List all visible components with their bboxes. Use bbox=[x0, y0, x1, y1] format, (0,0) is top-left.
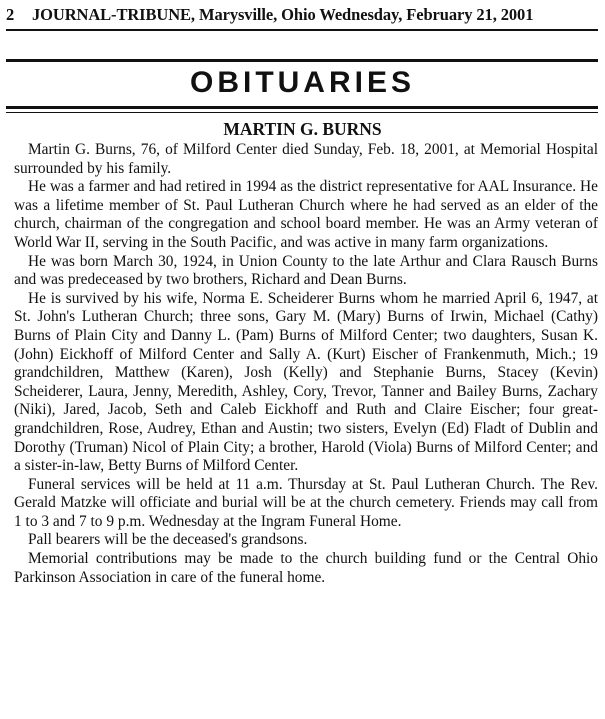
obituary-name: MARTIN G. BURNS bbox=[223, 119, 382, 139]
section-rule-bottom bbox=[6, 106, 598, 109]
section-heading: OBITUARIES bbox=[189, 66, 415, 99]
masthead bbox=[6, 4, 598, 26]
obituary-paragraph-services: Funeral services will be held at 11 a.m. Thursday at St. Paul Lutheran Church. The Rev. Gerald Matzke will officiate and burial will be at the church cemetery. Friends may call from 1 to 3 and 7 to 9 p.m. Wednesday at the Ingram Funeral Home. bbox=[14, 475, 598, 530]
masthead-rule bbox=[6, 29, 598, 31]
obituary-paragraph-memorial: Memorial contributions may be made to the church building fund or the Central Ohio Parkinson Association in care of the funeral home. bbox=[14, 550, 598, 586]
obituary-paragraph-pallbearers: Pall bearers will be the deceased's grandsons. bbox=[28, 531, 308, 549]
masthead-title: JOURNAL-TRIBUNE, Marysville, Ohio Wednesday, February 21, 2001 bbox=[32, 5, 534, 24]
section-rule-thin bbox=[6, 112, 598, 113]
obituary-body bbox=[14, 141, 598, 587]
section-rule-top bbox=[6, 59, 598, 62]
obituary-paragraph-career: He was a farmer and had retired in 1994 as the district representative for AAL Insurance. He was a lifetime member of St. Paul Lutheran Church where he had served as an elder of the church, chairman of the congregation and school board member. He was an Army veteran of World War II, serving in the South Pacific, and was active in many farm organizations. bbox=[14, 178, 598, 251]
obituary-paragraph-death: Martin G. Burns, 76, of Milford Center died Sunday, Feb. 18, 2001, at Memorial Hospital surrounded by his family. bbox=[14, 141, 598, 177]
obituary-paragraph-survivors: He is survived by his wife, Norma E. Scheiderer Burns whom he married April 6, 1947, at St. John's Lutheran Church; three sons, Gary M. (Mary) Burns of Irwin, Michael (Cathy) Burns of Plain City and Danny L. (Pam) Burns of Milford Center; two daughters, Susan K. (John) Eickhoff of Milford Center and Sally A. (Kurt) Eischer of Frankenmuth, Mich.; 19 grandchildren, Matthew (Karen), Josh (Kelly) and Stephanie Burns, Stacey (Kevin) Scheiderer, Laura, Jenny, Meredith, Ashley, Cory, Trevor, Tanner and Bailey Burns, Zachary (Niki), Jared, Jacob, Seth and Caleb Eickhoff and Ruth and Claire Eischer; four great-grandchildren, Rose, Audrey, Ethan and Austin; two sisters, Evelyn (Ed) Fladt of Dublin and Dorothy (Truman) Nicol of Plain City; a brother, Harold (Viola) Burns of Milford Center; and a sister-in-law, Betty Burns of Milford Center. bbox=[14, 289, 598, 475]
obituary-paragraph-birth: He was born March 30, 1924, in Union County to the late Arthur and Clara Rausch Burns and was predeceased by two brothers, Richard and Dean Burns. bbox=[14, 252, 598, 289]
page-number: 2 bbox=[6, 5, 15, 24]
